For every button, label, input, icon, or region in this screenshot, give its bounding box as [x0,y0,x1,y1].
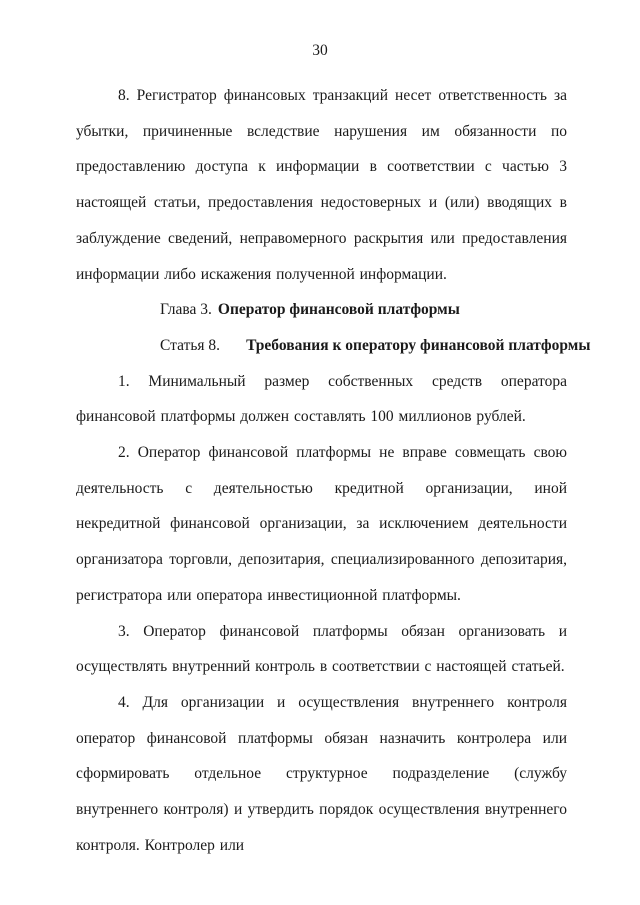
page-number: 30 [312,42,328,59]
article-title: Требования к оператору финансовой платформы [246,336,591,354]
article-heading [76,328,591,364]
article-paragraph-2: 2. Оператор финансовой платформы не вправе совмещать свою деятельность с деятельностью кредитной организации, иной некредитной финансовой организации, за исключением деятельности организатора торговли, депозитария, специализированного депозитария, регистратора или оператора инвестиционной платформы. [76,444,567,604]
chapter-heading [76,292,567,328]
chapter-title: Оператор финансовой платформы [217,301,460,319]
document-body [76,78,591,863]
chapter-label: Глава 3. [160,301,212,319]
article-paragraph-1: 1. Минимальный размер собственных средств оператора финансовой платформы должен составлять 100 миллионов рублей. [76,372,567,426]
paragraph-8: 8. Регистратор финансовых транзакций несет ответственность за убытки, причиненные вследствие нарушения им обязанности по предоставлению доступа к информации в соответствии с частью 3 настоящей статьи, предоставления недостоверных и (или) вводящих в заблуждение сведений, неправомерного раскрытия или предоставления информации либо искажения полученной информации. [76,87,567,283]
article-paragraph-3: 3. Оператор финансовой платформы обязан организовать и осуществлять внутренний контроль в соответствии с настоящей статьей. [76,622,567,676]
article-paragraph-4: 4. Для организации и осуществления внутреннего контроля оператор финансовой платформы обязан назначить контролера или сформировать отдельное структурное подразделение (службу внутреннего контроля) и утвердить порядок осуществления внутреннего контроля. Контролер или [76,693,567,854]
article-label: Статья 8. [160,336,221,354]
